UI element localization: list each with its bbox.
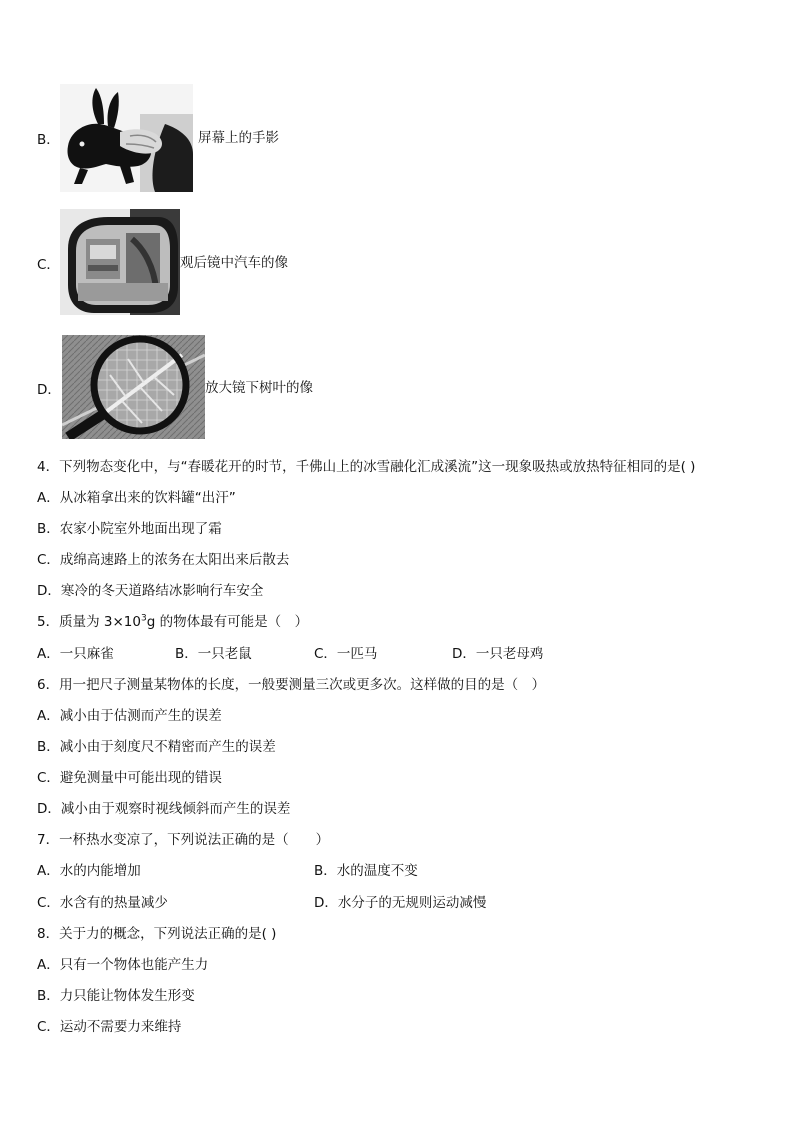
q4-option-b: B．农家小院室外地面出现了霜 xyxy=(37,521,222,537)
q7-stem: 7．一杯热水变凉了，下列说法正确的是（ ） xyxy=(37,832,330,848)
rearview-mirror-photo xyxy=(60,209,180,315)
q5-option-b: B．一只老鼠 xyxy=(175,646,252,662)
q3-option-b-label: B． xyxy=(37,132,60,148)
q8-option-c: C．运动不需要力来维持 xyxy=(37,1019,182,1035)
q7-option-d: D．水分子的无规则运动减慢 xyxy=(314,895,487,911)
q3-option-b-caption: 屏幕上的手影 xyxy=(198,130,279,146)
q7-option-b: B．水的温度不变 xyxy=(314,863,418,879)
magnifier-leaf-photo xyxy=(62,335,205,439)
q4-option-d: D．寒冷的冬天道路结冰影响行车安全 xyxy=(37,583,264,599)
q6-option-c: C．避免测量中可能出现的错误 xyxy=(37,770,222,786)
q5-stem-suffix: g 的物体最有可能是（ ） xyxy=(146,614,309,630)
q8-option-a: A．只有一个物体也能产生力 xyxy=(37,957,209,973)
q8-option-b: B．力只能让物体发生形变 xyxy=(37,988,195,1004)
q5-stem xyxy=(37,613,308,631)
q3-option-d-label: D． xyxy=(37,382,61,398)
q5-stem-exponent: 3 xyxy=(140,613,147,624)
q7-option-a: A．水的内能增加 xyxy=(37,863,141,879)
q3-option-c-label: C． xyxy=(37,257,60,273)
q5-stem-prefix: 5．质量为 3×10 xyxy=(37,614,141,630)
q4-stem: 4．下列物态变化中，与“春暖花开的时节，千佛山上的冰雪融化汇成溪流”这一现象吸热或放热特征相同的是( ) xyxy=(37,459,696,475)
q6-option-b: B．减小由于刻度尺不精密而产生的误差 xyxy=(37,739,276,755)
q5-option-d: D．一只老母鸡 xyxy=(452,646,544,662)
q5-option-c: C．一匹马 xyxy=(314,646,378,662)
q6-option-d: D．减小由于观察时视线倾斜而产生的误差 xyxy=(37,801,291,817)
q5-option-a: A．一只麻雀 xyxy=(37,646,114,662)
q3-option-c-caption: 观后镜中汽车的像 xyxy=(180,255,288,271)
q3-option-d-caption: 放大镜下树叶的像 xyxy=(205,380,313,396)
q6-option-a: A．减小由于估测而产生的误差 xyxy=(37,708,222,724)
q4-option-c: C．成绵高速路上的浓务在太阳出来后散去 xyxy=(37,552,290,568)
q6-stem: 6．用一把尺子测量某物体的长度，一般要测量三次或更多次。这样做的目的是（ ） xyxy=(37,677,546,693)
hand-shadow-rabbit-photo xyxy=(60,84,193,192)
q8-stem: 8．关于力的概念，下列说法正确的是( ) xyxy=(37,926,277,942)
q7-option-c: C．水含有的热量减少 xyxy=(37,895,168,911)
q4-option-a: A．从冰箱拿出来的饮料罐“出汗” xyxy=(37,490,236,506)
